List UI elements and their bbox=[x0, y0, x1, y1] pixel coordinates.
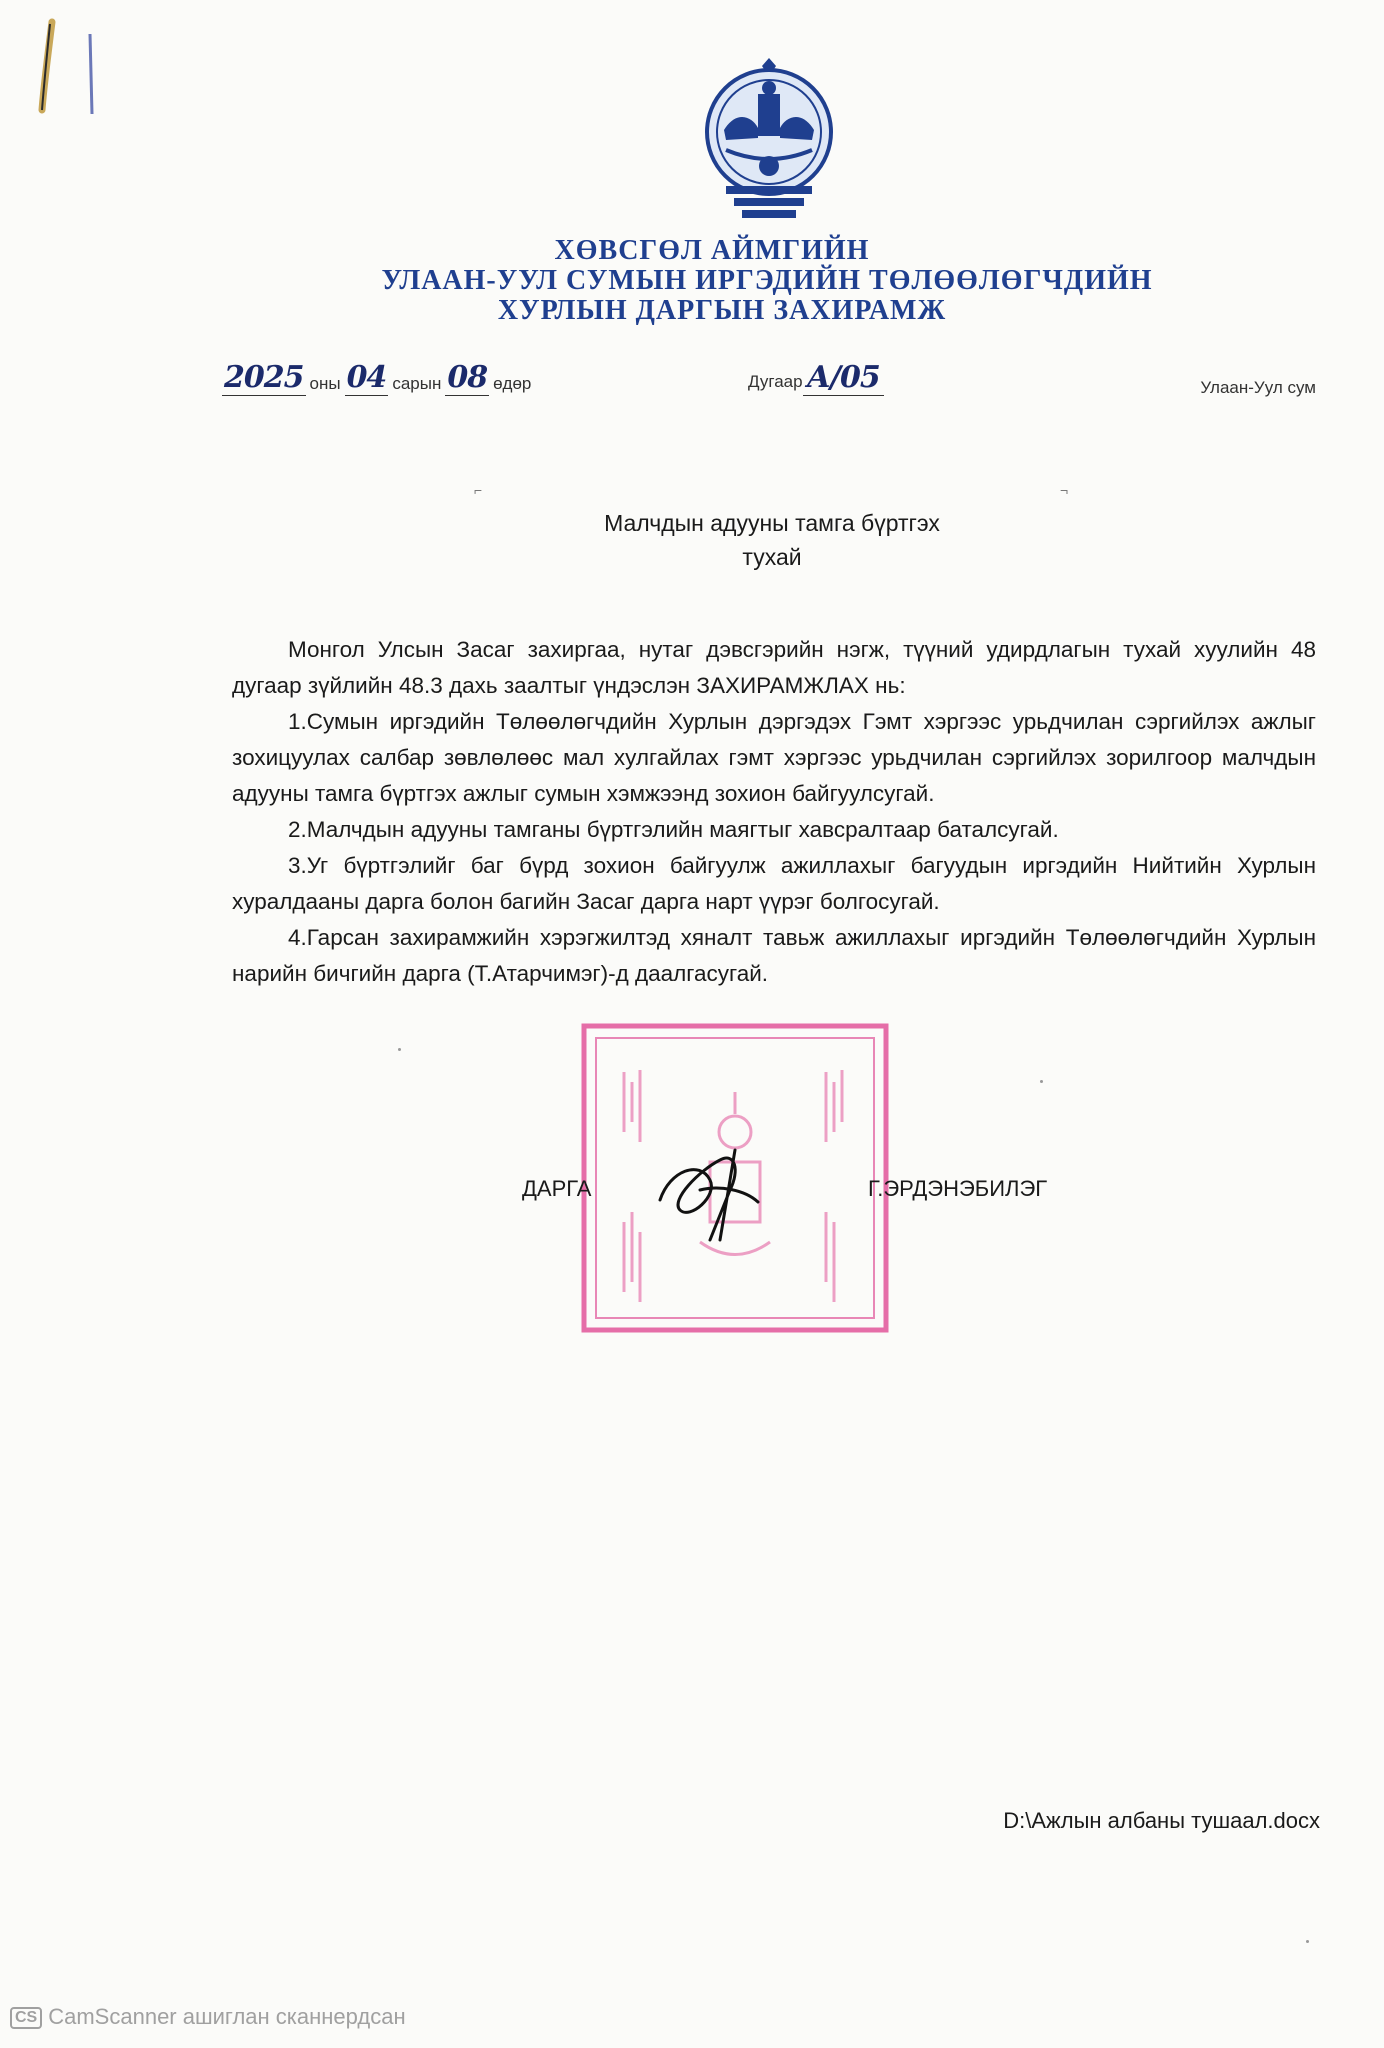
signatory-name: Г.ЭРДЭНЭБИЛЭГ bbox=[868, 1176, 1048, 1201]
pen-mark-icon bbox=[38, 14, 108, 124]
state-emblem-icon bbox=[696, 58, 842, 220]
subject-line1: Малчдын адууны тамга бүртгэх bbox=[604, 510, 940, 536]
document-subject bbox=[0, 506, 1384, 574]
body-item-2: 2.Малчдын адууны тамганы бүртгэлийн маягтыг хавсралтаар баталсугай. bbox=[288, 817, 1059, 842]
subject-line2: тухай bbox=[742, 544, 802, 570]
camscanner-logo-icon: CS bbox=[10, 2007, 42, 2029]
date-month: 04 bbox=[346, 360, 387, 395]
signatory-title: ДАРГА bbox=[522, 1176, 592, 1201]
body-intro: Монгол Улсын Засаг захиргаа, нутаг дэвсгэрийн нэгж, түүний удирдлагын тухай хуулийн 48 дугаар зүйлийн 48.3 дахь заалтыг үндэслэн ЗАХИРАМЖЛАХ нь: bbox=[232, 637, 1316, 698]
scanner-watermark bbox=[10, 2004, 406, 2030]
scan-speck bbox=[1040, 1080, 1043, 1083]
corner-mark-left: ⌐ bbox=[474, 482, 483, 498]
document-number bbox=[748, 360, 884, 396]
header-line-aimag: ХӨВСГӨЛ АЙМГИЙН bbox=[554, 235, 870, 266]
document-number-label: Дугаар bbox=[748, 372, 803, 391]
date-day: 08 bbox=[447, 360, 488, 395]
date-month-label: сарын bbox=[392, 374, 442, 393]
document-number-value: А/05 bbox=[803, 360, 884, 396]
document-place: Улаан-Уул сум bbox=[1200, 378, 1316, 397]
file-path: D:\Ажлын албаны тушаал.docx bbox=[1003, 1808, 1320, 1833]
body-item-3: 3.Уг бүртгэлийг баг бүрд зохион байгуулж ажиллахыг багуудын иргэдийн Нийтийн Хурлын хуралдааны дарга болон багийн Засаг дарга нарт үүрэг болгосугай. bbox=[232, 853, 1316, 914]
header-line-council: УЛААН-УУЛ СУМЫН ИРГЭДИЙН ТӨЛӨӨЛӨГЧДИЙН bbox=[381, 265, 1153, 296]
date-year: 2025 bbox=[224, 360, 304, 395]
scan-speck bbox=[398, 1048, 401, 1051]
corner-mark-right: ¬ bbox=[1060, 482, 1069, 498]
date-day-label: өдөр bbox=[493, 374, 532, 393]
document-body bbox=[232, 632, 1316, 992]
body-item-4: 4.Гарсан захирамжийн хэрэгжилтэд хяналт тавьж ажиллахыг иргэдийн Төлөөлөгчдийн Хурлын нарийн бичгийн дарга (Т.Атарчимэг)-д даалгасугай. bbox=[232, 925, 1316, 986]
scan-speck bbox=[1306, 1940, 1309, 1943]
date-number-row bbox=[0, 360, 1384, 410]
body-item-1: 1.Сумын иргэдийн Төлөөлөгчдийн Хурлын дэргэдэх Гэмт хэргээс урьдчилан сэргийлэх ажлыг зохицуулах салбар зөвлөлөөс мал хулгайлах гэмт хэргээс урьдчилан сэргийлэх зорилгоор малчдын адууны тамга бүртгэх ажлыг сумын хэмжээнд зохион байгуулсугай. bbox=[232, 709, 1316, 806]
date-year-label: оны bbox=[309, 374, 341, 393]
date-field bbox=[222, 360, 535, 396]
handwritten-signature bbox=[640, 1130, 770, 1260]
header-line-order: ХУРЛЫН ДАРГЫН ЗАХИРАМЖ bbox=[497, 295, 947, 326]
document-header bbox=[0, 236, 1384, 326]
scanner-watermark-text: CamScanner ашиглан сканнердсан bbox=[48, 2004, 406, 2029]
